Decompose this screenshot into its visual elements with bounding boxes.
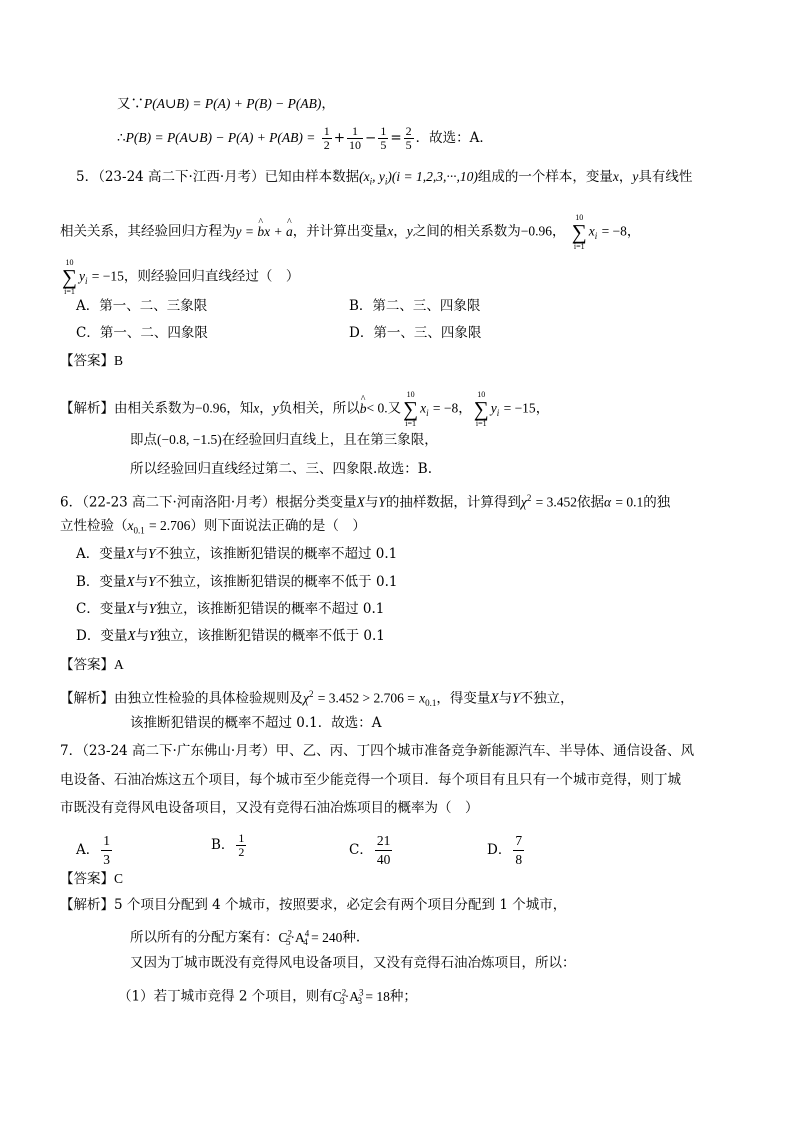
option-text: 第一、三、四象限: [373, 325, 482, 341]
text: 变量: [100, 628, 128, 644]
summation: [474, 390, 489, 428]
formula: P(B) = P(A∪B) − P(A) + P(AB) =: [125, 130, 316, 145]
subscript: i: [369, 176, 373, 187]
text: 具有线性: [638, 169, 693, 185]
var-x: x: [612, 169, 619, 184]
option-key: C．: [76, 325, 100, 341]
arrangement-symbol: A: [295, 929, 305, 945]
sum-lower: i=1: [405, 419, 416, 428]
var-Y: Y: [149, 628, 157, 643]
option-key: A．: [76, 298, 100, 314]
q7-stem-line-1: [60, 742, 694, 760]
subscript: i: [594, 231, 598, 242]
superscript: 2: [526, 493, 532, 503]
option-text: 第二、三、四象限: [372, 298, 481, 314]
text: 7．（23-24 高二下·广东佛山·月考）甲、乙、丙、丁四个城市准备竞争新能源汽车、半导体、通信设备、风: [60, 743, 695, 759]
text: ，知: [226, 400, 254, 417]
q6-analysis-line-1: [60, 685, 574, 712]
text: 与: [135, 628, 150, 644]
var-X: X: [126, 601, 136, 616]
a-hat: ^ a: [286, 223, 293, 241]
text: 5 个项目分配到 4 个城市，按照要求，必定会有两个项目分配到 1 个城市，: [114, 897, 567, 913]
value: = −15: [503, 400, 536, 416]
var-x: x: [419, 690, 426, 706]
q7-stem-line-3: [60, 799, 479, 817]
text: 种.: [342, 929, 361, 946]
option-key: A．: [76, 842, 100, 858]
numerator: 1: [347, 125, 363, 139]
text: ，: [626, 223, 641, 240]
q5-option-c[interactable]: [76, 324, 208, 342]
solution-line-2: ∴P(B) = P(A∪B) − P(A) + P(AB) = $\frac{1}{2}$ + $\frac{1}{10}$ − $\frac{1}{5}$ = $\frac{2}{5}$ ．故选：A．: [117, 124, 493, 152]
text: ，: [393, 223, 407, 240]
text: 与: [135, 601, 149, 617]
text: ·: [344, 988, 350, 1004]
var-Y: Y: [148, 546, 156, 561]
subscript: i: [384, 176, 388, 187]
q6-option-c[interactable]: [76, 600, 384, 618]
text: 变量: [99, 546, 127, 562]
analysis-label: 【解析】: [60, 897, 114, 913]
text: ．故选：A．: [415, 130, 493, 146]
summation: [572, 213, 587, 251]
var-Y: Y: [148, 574, 156, 589]
regression-equation: [236, 224, 293, 239]
var-y: y: [632, 169, 639, 184]
alpha-symbol: α: [604, 494, 612, 510]
subscript: 5: [286, 937, 291, 948]
text: 依据: [577, 494, 605, 511]
q6-option-d[interactable]: [76, 627, 385, 645]
option-key: D．: [76, 628, 101, 644]
analysis-label: 【解析】: [60, 690, 114, 707]
value: = 0.1: [615, 494, 644, 510]
text: ∴: [117, 130, 126, 146]
subscript: 0.1: [425, 698, 437, 709]
text: ，则经验回归直线经过（ ）: [123, 268, 300, 285]
text: 所以经验回归直线经过第二、三、四象限.故选：B.: [130, 461, 433, 477]
formula: [278, 928, 343, 948]
sum-upper: 10: [65, 258, 74, 267]
var-x: x: [588, 223, 595, 239]
text: 独立，该推断犯错误的概率不超过 0.1: [156, 601, 385, 617]
text: ）则下面说法正确的是（ ）: [190, 518, 366, 534]
option-text: 第一、二、三象限: [99, 298, 208, 314]
numerator: 7: [513, 832, 524, 851]
denominator: 2: [238, 845, 245, 859]
superscript: 2: [287, 928, 293, 938]
subscript: 4: [303, 937, 308, 948]
text: 相关关系，其经验回归方程为: [60, 223, 236, 240]
numerator: 21: [375, 832, 393, 851]
combination-symbol: C: [278, 929, 288, 945]
answer-value: B: [114, 353, 124, 368]
q6-option-a[interactable]: [76, 545, 397, 563]
text: 变量: [99, 574, 127, 590]
text: x +: [264, 223, 283, 239]
q6-option-b[interactable]: [76, 573, 397, 591]
text: 组成的一个样本，变量: [477, 169, 613, 185]
text: ，: [618, 169, 633, 185]
var-y: y: [490, 400, 497, 416]
text: ，: [551, 223, 566, 240]
text: 该推断犯错误的概率不超过 0.1．故选：A: [130, 715, 382, 731]
numerator: 1: [101, 832, 112, 851]
numerator: 1: [238, 831, 245, 845]
text: 负相关，所以: [278, 400, 360, 417]
fraction: [375, 832, 393, 869]
summation: [62, 258, 77, 296]
var-X: X: [127, 628, 136, 643]
summation: [403, 390, 418, 428]
option-key: B．: [349, 298, 373, 314]
text: 市既没有竞得风电设备项目，又没有竞得石油冶炼项目的概率为（ ）: [60, 800, 479, 816]
q5-option-d[interactable]: [349, 324, 481, 342]
denominator: 5: [405, 138, 412, 152]
text: 6．（22-23 高二下·河南洛阳·月考）根据分类变量: [60, 494, 357, 511]
numerator: 1: [323, 124, 330, 138]
text: < 0.: [366, 400, 388, 416]
value: = −8: [601, 223, 627, 239]
value: −0.96: [195, 400, 227, 416]
var-x: x: [387, 223, 394, 239]
var-X: X: [126, 574, 135, 589]
option-key: C．: [349, 842, 373, 858]
sum-lower: i=1: [475, 419, 487, 428]
q7-analysis-line-4: [118, 983, 417, 1010]
sigma-icon: ∑: [403, 397, 419, 421]
var-Y: Y: [378, 494, 386, 510]
superscript: 2: [341, 987, 347, 997]
denominator: 10: [349, 138, 362, 152]
text: 由独立性检验的具体检验规则及: [114, 690, 303, 707]
combination-symbol: C: [332, 988, 342, 1004]
sum-upper: 10: [477, 390, 486, 399]
denominator: 40: [376, 852, 391, 867]
fraction: [378, 125, 388, 152]
b-hat: ^ b: [257, 223, 264, 241]
text: ，: [535, 400, 550, 417]
q5-stem-line-3: [60, 258, 299, 296]
answer-value: C: [114, 871, 124, 886]
value: = 3.452: [535, 494, 578, 510]
text: ，得变量: [436, 690, 491, 707]
text: ·: [290, 929, 296, 945]
q5-analysis-line-1: [60, 390, 549, 428]
text: 的独: [643, 494, 671, 511]
text: 与: [364, 494, 379, 511]
analysis-label: 【解析】: [60, 400, 114, 417]
q5-analysis-line-3: [130, 460, 432, 478]
numerator: 2: [405, 124, 412, 138]
fraction: [404, 125, 414, 152]
q7-option-d[interactable]: [487, 832, 526, 869]
fraction: [101, 832, 112, 869]
option-key: B．: [76, 574, 100, 590]
q7-analysis-line-1: [60, 896, 566, 914]
formula: [332, 987, 390, 1007]
option-key: D．: [487, 842, 512, 858]
denominator: 8: [515, 852, 523, 867]
text: 由相关系数为: [114, 400, 195, 417]
text: y =: [235, 223, 254, 239]
q7-answer: [60, 870, 123, 888]
subscript: i: [84, 276, 88, 287]
text: 5．（23-24 高二下·江西·月考）已知由样本数据: [76, 169, 360, 185]
var-y: y: [78, 268, 85, 284]
text: 的抽样数据，计算得到: [385, 494, 521, 511]
answer-label: 【答案】: [60, 871, 114, 887]
sigma-icon: ∑: [571, 220, 587, 244]
q5-option-b[interactable]: [349, 297, 480, 315]
arrangement-symbol: A: [349, 988, 360, 1004]
sum-lower: i=1: [64, 287, 75, 296]
option-key: B．: [211, 837, 235, 853]
value: = −15: [91, 268, 124, 284]
sum-upper: 10: [575, 213, 584, 222]
option-text: 第一、二、四象限: [99, 325, 208, 341]
q5-answer: [60, 352, 123, 370]
var-X: X: [126, 546, 135, 561]
formula: P(A∪B) = P(A) + P(B) − P(AB): [144, 96, 322, 111]
inequality: = 3.452 > 2.706 =: [317, 690, 415, 706]
value: = 240: [311, 929, 343, 945]
text: 又: [387, 400, 402, 417]
text: 独立，该推断犯错误的概率不低于 0.1: [156, 628, 385, 644]
text: 又∵: [117, 96, 144, 112]
superscript: 2: [308, 689, 314, 699]
denominator: 2: [323, 138, 330, 152]
text: , y: [372, 169, 385, 184]
point: (−0.8, −1.5): [157, 432, 222, 447]
q6-stem-line-2: [60, 517, 366, 540]
var-Y: Y: [512, 690, 520, 706]
solution-line-1: [117, 95, 335, 113]
fraction: [513, 832, 524, 869]
q6-answer: [60, 656, 124, 674]
sigma-icon: ∑: [473, 397, 489, 421]
var-y: y: [272, 400, 279, 416]
correlation-value: −0.96: [520, 223, 552, 239]
subscript: 3: [357, 996, 363, 1007]
text: 种；: [389, 988, 417, 1005]
value: = 18: [365, 988, 390, 1004]
q7-analysis-line-2: [130, 924, 360, 951]
subscript: i: [426, 408, 429, 419]
q5-analysis-line-2: [130, 431, 438, 449]
sigma-icon: ∑: [62, 265, 77, 289]
var-X: X: [490, 690, 499, 706]
q5-stem-line-1: [76, 168, 692, 191]
fraction: [347, 125, 363, 152]
answer-label: 【答案】: [60, 657, 114, 673]
var-x: x: [253, 400, 260, 416]
q5-stem-line-2: [60, 213, 640, 251]
var-x: x: [127, 518, 134, 533]
text: 即点: [130, 432, 157, 448]
text: ，: [458, 400, 472, 417]
var-X: X: [356, 494, 365, 510]
option-key: C．: [76, 601, 100, 617]
answer-label: 【答案】: [60, 353, 114, 369]
q5-option-a[interactable]: [76, 297, 207, 315]
var-Y: Y: [148, 601, 157, 616]
text: 与: [134, 546, 148, 562]
fraction: [322, 125, 332, 152]
var-y: y: [406, 223, 413, 239]
text: 所以所有的分配方案有：: [130, 929, 279, 946]
text: 电设备、石油冶炼这五个项目，每个城市至少能竞得一个项目．每个项目有且只有一个城市竞得，则丁城: [60, 772, 681, 788]
q6-analysis-line-2: [130, 714, 382, 732]
text: )(i = 1,2,3,···,10): [387, 169, 478, 184]
text: 变量: [99, 601, 127, 617]
subscript: i: [496, 408, 500, 419]
q7-option-a[interactable]: [76, 832, 114, 869]
text: （1）若丁城市竞得 2 个项目，则有: [118, 988, 333, 1005]
option-key: A．: [76, 546, 100, 562]
q7-analysis-line-3: [130, 954, 576, 972]
value: = −8: [432, 400, 459, 416]
q7-option-c[interactable]: [349, 832, 394, 869]
text: 之间的相关系数为: [412, 223, 521, 240]
sum-lower: i=1: [573, 242, 585, 251]
denominator: 5: [380, 138, 387, 152]
text: ，: [321, 96, 335, 112]
text: 立性检验（: [60, 518, 128, 534]
text: 不独立，该推断犯错误的概率不超过 0.1: [155, 546, 398, 562]
sum-upper: 10: [406, 390, 415, 399]
q6-stem-line-1: [60, 489, 670, 512]
value: = 2.706: [149, 518, 191, 533]
q7-stem-line-2: [60, 771, 681, 789]
q7-option-b[interactable]: [211, 832, 248, 859]
formula: [359, 169, 478, 187]
superscript: 4: [304, 928, 310, 938]
var-x: x: [420, 400, 427, 416]
superscript: 3: [359, 987, 364, 997]
text: (x: [359, 169, 370, 184]
text: 不独立，该推断犯错误的概率不低于 0.1: [155, 574, 398, 590]
text: ，: [259, 400, 273, 417]
fraction: [236, 832, 246, 859]
text: 在经验回归直线上，且在第三象限，: [221, 432, 438, 448]
text: ，并计算出变量: [292, 223, 388, 240]
answer-value: A: [114, 657, 124, 672]
subscript: 3: [340, 996, 345, 1007]
text: 又因为丁城市既没有竞得风电设备项目，又没有竞得石油冶炼项目，所以：: [130, 955, 576, 971]
b-hat: ^ b: [360, 400, 367, 418]
text: 与: [498, 690, 513, 707]
text: 与: [134, 574, 149, 590]
chi-symbol: χ: [303, 690, 309, 706]
numerator: 1: [380, 124, 387, 138]
subscript: 0.1: [133, 525, 145, 536]
text: 不独立，: [519, 690, 574, 707]
option-key: D．: [349, 325, 374, 341]
denominator: 3: [103, 852, 110, 867]
chi-symbol: χ: [520, 494, 527, 510]
